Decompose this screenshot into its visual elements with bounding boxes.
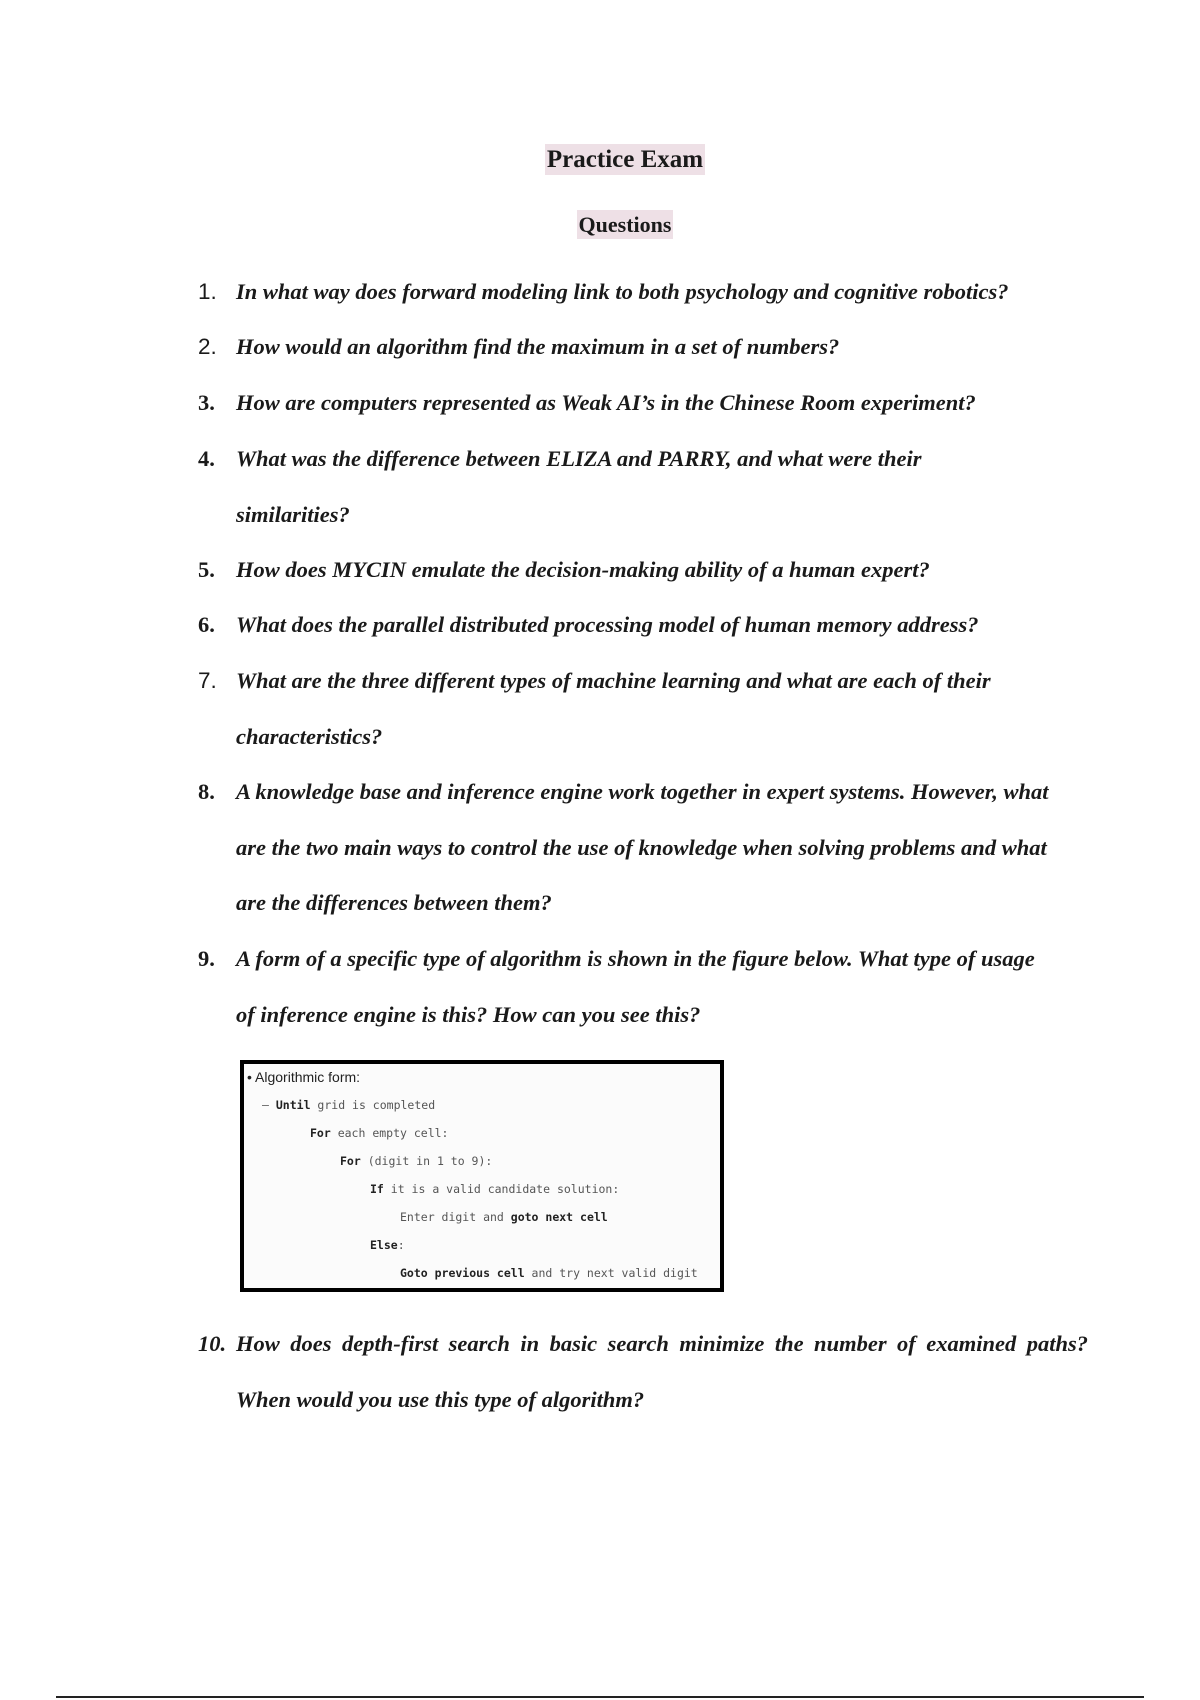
code-text: Enter digit and (400, 1210, 511, 1224)
question-item (198, 597, 1088, 653)
section-heading-text: Questions (578, 212, 672, 237)
code-line-until (262, 1098, 435, 1112)
page-title-text: Practice Exam (546, 146, 704, 173)
code-text: grid is completed (310, 1098, 436, 1112)
code-keyword: If (370, 1182, 384, 1196)
code-keyword: For (310, 1126, 331, 1140)
algorithm-figure (240, 1060, 724, 1292)
code-text: (digit in 1 to 9): (360, 1154, 493, 1168)
question-number: 7. (198, 668, 217, 693)
question-text: A knowledge base and inference engine work together in expert systems. However, what are the two main ways to control the use of knowledge when solving problems and what are the differences between them? (236, 779, 1049, 915)
code-line-enter (400, 1210, 608, 1224)
question-item (198, 264, 1088, 320)
question-number: 4. (198, 446, 215, 471)
question-item (198, 931, 1058, 1042)
question-item (198, 375, 1088, 431)
question-text: How does depth-first search in basic search minimize the number of examined paths? When would you use this type of algorithm? (236, 1331, 1088, 1412)
code-text: each empty cell: (330, 1126, 449, 1140)
question-text: In what way does forward modeling link to both psychology and cognitive robotics? (236, 279, 1009, 304)
question-text: How does MYCIN emulate the decision-making ability of a human expert? (236, 557, 930, 582)
code-line-for-cell (310, 1126, 448, 1140)
question-item (198, 653, 1068, 764)
question-text: What does the parallel distributed processing model of human memory address? (236, 612, 979, 637)
code-line-for-digit (340, 1154, 492, 1168)
question-number: 2. (198, 334, 217, 359)
code-line-goto (400, 1266, 698, 1280)
figure-heading: Algorithmic form: (255, 1069, 361, 1085)
question-text: What was the difference between ELIZA and PARRY, and what were their similarities? (236, 446, 922, 527)
figure-heading-line (247, 1069, 360, 1085)
code-text: : (397, 1238, 405, 1252)
question-item (198, 542, 1088, 598)
question-text: A form of a specific type of algorithm is shown in the figure below. What type of usage of inference engine is this? How can you see this? (236, 946, 1035, 1027)
code-keyword: For (340, 1154, 361, 1168)
question-number: 8. (198, 779, 215, 804)
code-text: it is a valid candidate solution: (383, 1182, 620, 1196)
question-text: What are the three different types of machine learning and what are each of their characteristics? (236, 668, 991, 749)
question-number: 6. (198, 612, 215, 637)
question-item (198, 764, 1078, 931)
question-item (198, 1316, 1088, 1427)
code-line-else (370, 1238, 405, 1252)
code-keyword: goto next cell (510, 1210, 608, 1224)
question-text: How are computers represented as Weak AI’s in the Chinese Room experiment? (236, 390, 976, 415)
bullet-icon: • (247, 1069, 252, 1085)
page-title (0, 146, 1200, 174)
dash-icon: – (262, 1098, 269, 1112)
code-text: and try next valid digit (524, 1266, 698, 1280)
page-bottom-rule (56, 1696, 1144, 1698)
section-heading (0, 212, 1200, 238)
question-number: 3. (198, 390, 215, 415)
code-keyword: Else (370, 1238, 398, 1252)
question-item (198, 319, 1088, 375)
question-number: 9. (198, 946, 215, 971)
question-number: 1. (198, 279, 217, 304)
code-keyword: Goto previous cell (400, 1266, 525, 1280)
code-line-if (370, 1182, 619, 1196)
question-number: 10. (198, 1331, 227, 1356)
code-keyword: Until (275, 1098, 311, 1112)
question-item (198, 431, 978, 542)
question-text: How would an algorithm find the maximum in a set of numbers? (236, 334, 840, 359)
question-number: 5. (198, 557, 215, 582)
